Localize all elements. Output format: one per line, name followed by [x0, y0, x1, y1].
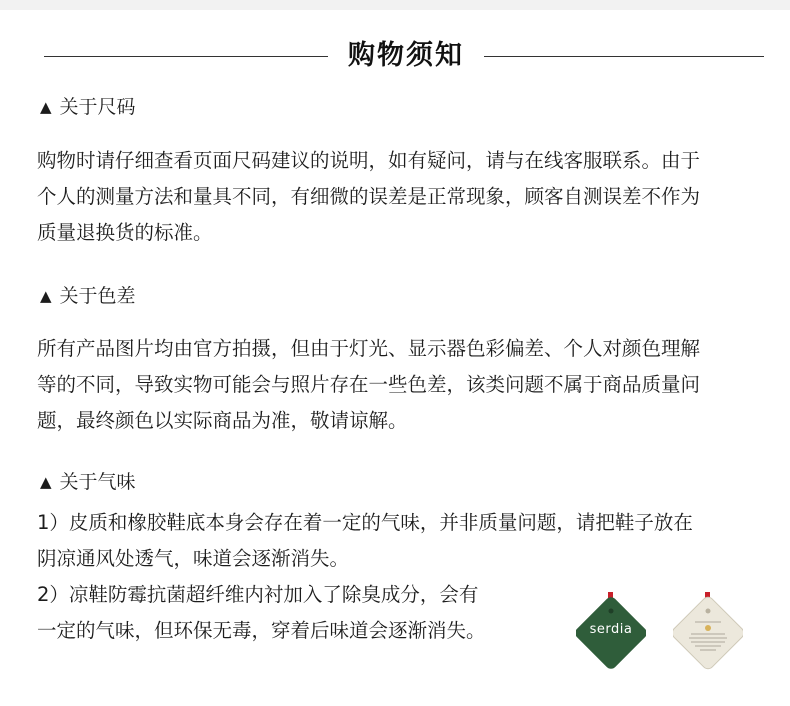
body-line: 2）凉鞋防霉抗菌超纤维内衬加入了除臭成分，会有 [37, 583, 479, 606]
info-hang-tag-cream [673, 592, 743, 662]
section-heading-odor [40, 468, 136, 496]
body-line: 一定的气味，但环保无毒，穿着后味道会逐渐消失。 [37, 619, 486, 642]
heading-label: 关于尺码 [59, 96, 136, 118]
body-line: 1）皮质和橡胶鞋底本身会存在着一定的气味，并非质量问题，请把鞋子放在 [37, 511, 693, 534]
body-line: 题，最终颜色以实际商品为准，敬请谅解。 [37, 409, 408, 432]
top-divider-strip [0, 0, 790, 10]
section-heading-size [40, 93, 136, 121]
triangle-bullet-icon: ▲ [40, 287, 52, 305]
section-body-odor [37, 505, 763, 649]
body-line: 所有产品图片均由官方拍摄，但由于灯光、显示器色彩偏差、个人对颜色理解 [37, 337, 701, 360]
section-body-color [37, 331, 763, 439]
body-line: 个人的测量方法和量具不同，有细微的误差是正常现象，顾客自测误差不作为 [37, 185, 701, 208]
page-title: 购物须知 [348, 40, 464, 71]
heading-label: 关于气味 [59, 471, 136, 493]
triangle-bullet-icon: ▲ [40, 98, 52, 116]
title-rule-right [484, 56, 764, 57]
body-line: 质量退换货的标准。 [37, 221, 213, 244]
section-body-size [37, 143, 763, 251]
triangle-bullet-icon: ▲ [40, 473, 52, 491]
section-heading-color [40, 282, 136, 310]
body-line: 等的不同，导致实物可能会与照片存在一些色差，该类问题不属于商品质量问 [37, 373, 701, 396]
body-line: 阴凉通风处透气，味道会逐渐消失。 [37, 547, 350, 570]
title-rule-left [44, 56, 328, 57]
brand-hang-tag-green [576, 592, 646, 662]
hang-tag-cream-icon [673, 592, 743, 670]
title-row [0, 36, 790, 76]
brand-name: serdia [589, 622, 633, 637]
body-line: 购物时请仔细查看页面尺码建议的说明，如有疑问，请与在线客服联系。由于 [37, 149, 701, 172]
heading-label: 关于色差 [59, 285, 136, 307]
